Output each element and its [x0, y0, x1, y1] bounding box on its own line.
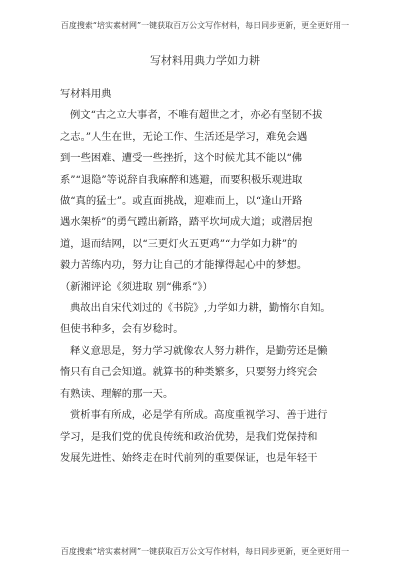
paragraph-line: 之志。”人生在世，无论工作、生活还是学习，难免会遇 — [60, 130, 308, 143]
paragraph-line: 但使书种多，会有岁稔时。 — [60, 323, 184, 336]
paragraph-line: 做“真的猛士”。或直面挑战，迎难而上，以“逢山开路 — [60, 195, 303, 208]
paragraph-line: 发展先进性、始终走在时代前列的重要保证，也是年轻干 — [60, 451, 318, 464]
paragraph-line: 惰只有自己会知道。就算书的种类繁多，只要努力终究会 — [60, 366, 318, 379]
header-ad-text: 百度搜索“培实素材网”一键获取百万公文写作材料，每日同步更新，更全更好用一 — [60, 21, 350, 30]
paragraph-line: 例文“古之立大事者，不唯有超世之才，亦必有坚韧不拔 — [70, 109, 323, 122]
paragraph-line: 到一些困难、遭受一些挫折，这个时候尤其不能以“佛 — [60, 152, 303, 165]
section-heading: 写材料用典 — [60, 88, 112, 100]
document-body — [60, 84, 360, 469]
document-title: 写材料用典力学如力耕 — [150, 54, 260, 67]
paragraph-line: 学习，是我们党的优良传统和政治优势，是我们党保持和 — [60, 430, 318, 443]
paragraph-line: 系”“退隐”等说辞自我麻醉和逃避，而要积极乐观进取 — [60, 173, 303, 186]
paragraph-line: 毅力苦练内功，努力让自己的才能撑得起心中的梦想。 — [60, 259, 308, 272]
paragraph-line: 遇水架桥”的勇气蹚出新路，踏平坎坷成大道；或潜居抱 — [60, 216, 313, 229]
footer-ad-text: 百度搜索“培实素材网”一键获取百万公文写作材料，每日同步更新，更全更好用一 — [60, 547, 350, 556]
paragraph-line: 典故出自宋代刘过的《书院》,力学如力耕，勤惰尔自知。 — [70, 302, 331, 315]
paragraph-line: 释义意思是，努力学习就像农人努力耕作，是勤劳还是懒 — [70, 344, 328, 357]
citation-line: （新湘评论《须进取 别“佛系”》） — [60, 280, 213, 293]
paragraph-line: 有熟读、理解的那一天。 — [60, 387, 174, 400]
paragraph-line: 赏析事有所成，必是学有所成。高度重视学习、善于进行 — [70, 409, 328, 422]
paragraph-line: 道，退而结网，以“三更灯火五更鸡”“力学如力耕”的 — [60, 237, 298, 250]
